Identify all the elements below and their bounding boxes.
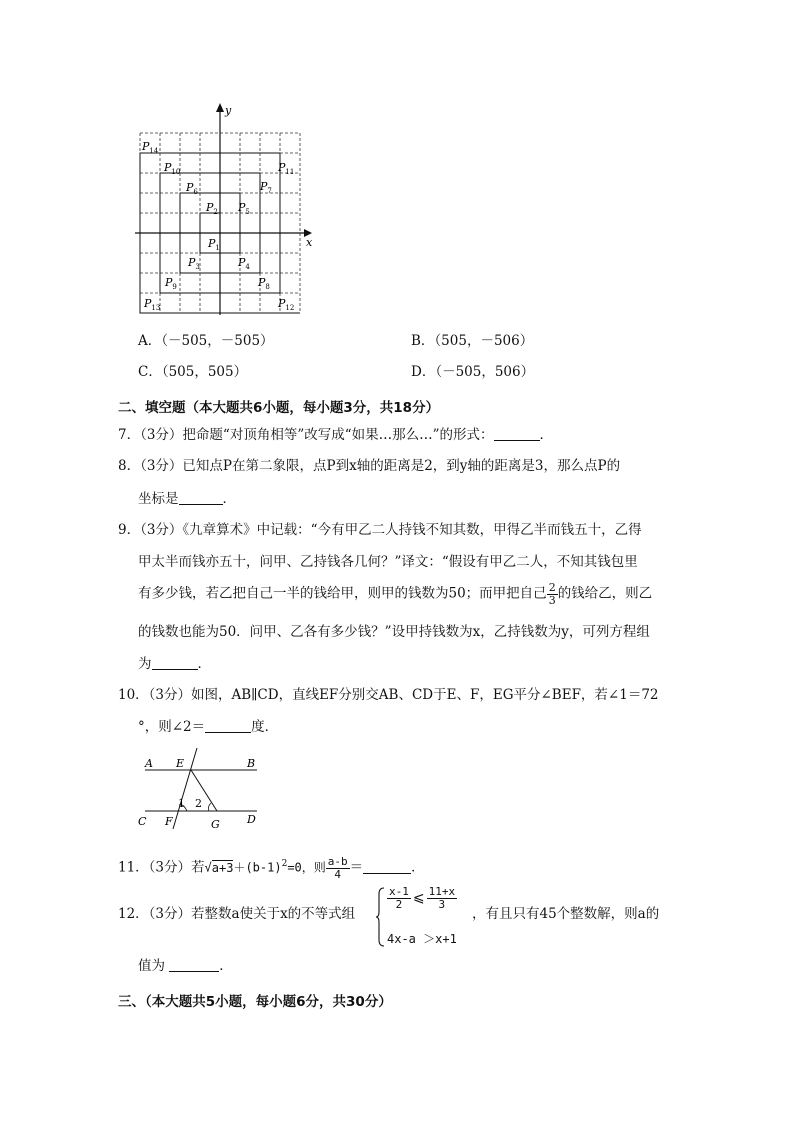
- parallel-lines-figure: [135, 745, 265, 831]
- x-axis-label: x: [306, 236, 313, 249]
- angle-1-label: 1: [178, 797, 185, 810]
- point-label-p4: P4: [238, 256, 250, 271]
- label-b: B: [247, 757, 256, 770]
- point-label-p5: P5: [238, 201, 250, 216]
- q7-answer-blank[interactable]: [494, 428, 540, 441]
- label-e: E: [176, 757, 185, 770]
- point-label-p2: P2: [206, 201, 218, 216]
- q12-inequality-2: 4x-a ＞x+1: [387, 932, 457, 946]
- q9-line4: 的钱数也能为50．问甲、乙各有多少钱？”设甲持钱数为x，乙持钱数为y，可列方程组: [138, 624, 650, 640]
- q11-fraction: $\frac{a-b}{4}$: [327, 854, 348, 881]
- q8-answer-blank[interactable]: [179, 492, 223, 505]
- q10-answer-blank[interactable]: [205, 720, 251, 733]
- q8-line1: 8．（3分）已知点P在第二象限，点P到x轴的距离是2，到y轴的距离是3，那么点P的: [118, 458, 621, 474]
- point-label-p1: P1: [208, 237, 220, 252]
- q9-answer-blank[interactable]: [152, 657, 198, 670]
- y-axis-arrow: [216, 103, 224, 112]
- label-f: F: [165, 815, 173, 828]
- q10-line1: 10．（3分）如图，AB∥CD，直线EF分别交AB、CD于E、F，EG平分∠BEF，若∠1＝72: [118, 687, 659, 703]
- q10-line2: °，则∠2＝ 度．: [138, 719, 279, 735]
- point-label-p13: P13: [144, 297, 161, 312]
- q12-answer-blank[interactable]: [169, 959, 219, 972]
- q8-line2: 坐标是 ．: [138, 491, 236, 507]
- q9-line1: 9．（3分）《九章算术》中记载：“今有甲乙二人持钱不知其数，甲得乙半而钱五十，乙得: [118, 522, 642, 538]
- q12-line2: 值为 ．: [138, 958, 233, 974]
- label-c: C: [138, 815, 147, 828]
- angle-2-label: 2: [195, 797, 202, 810]
- label-g: G: [211, 818, 220, 831]
- point-label-p12: P12: [278, 297, 295, 312]
- point-label-p14: P14: [142, 140, 159, 155]
- q7-text: 7．（3分）把命题“对顶角相等”改写成“如果…那么…”的形式：: [118, 427, 494, 443]
- question-7: 7．（3分）把命题“对顶角相等”改写成“如果…那么…”的形式： ．: [118, 427, 554, 443]
- point-label-p9: P9: [165, 276, 177, 291]
- point-label-p11: P11: [278, 161, 295, 176]
- q6-option-a: A．（－505，－505）: [138, 333, 274, 349]
- y-axis-label: y: [225, 104, 232, 117]
- spiral-grid-figure: [130, 100, 330, 320]
- section2-title: 二、填空题（本大题共6小题，每小题3分，共18分）: [118, 400, 440, 416]
- q6-option-d: D．（－505，506）: [411, 364, 535, 380]
- point-label-p10: P10: [164, 161, 181, 176]
- q9-fraction: $\frac{2}{3}$: [548, 581, 556, 607]
- label-d: D: [247, 813, 256, 826]
- q12-inequality-1: $\frac{x-1}{2}$ ⩽ $\frac{11+x}{3}$: [389, 885, 456, 911]
- point-label-p6: P6: [186, 181, 198, 196]
- q6-option-c: C．（505，505）: [138, 364, 248, 380]
- q11-sqrt: √a+3: [204, 860, 234, 875]
- point-label-p7: P7: [260, 180, 272, 195]
- q9-line2: 甲太半而钱亦五十，问甲、乙持钱各几何？”译文：“假设有甲乙二人，不知其钱包里: [138, 554, 638, 570]
- section3-title: 三、（本大题共5小题，每小题6分，共30分）: [118, 994, 392, 1010]
- q9-line3: 有多少钱，若乙把自己一半的钱给甲，则甲的钱数为50；而甲把自己 $\frac{2}{3}$ 的钱给乙，则乙: [138, 581, 653, 607]
- point-label-p8: P8: [258, 276, 270, 291]
- q12-prefix: 12．（3分）若整数a使关于x的不等式组: [118, 906, 356, 922]
- q6-option-b: B．（505，－506）: [411, 333, 534, 349]
- point-label-p3: P3: [188, 256, 200, 271]
- label-a: A: [145, 757, 153, 770]
- q9-line5: 为 ．: [138, 656, 211, 672]
- angle-2-arc: [208, 803, 211, 811]
- q12-suffix: ，有且只有45个整数解，则a的: [472, 906, 660, 922]
- question-11: 11．（3分）若$√a+3+(b-1)^2=0$，则 $\frac{a-b}{4}$ ＝ ．: [118, 854, 425, 881]
- q11-answer-blank[interactable]: [363, 861, 411, 874]
- left-brace: [375, 886, 385, 948]
